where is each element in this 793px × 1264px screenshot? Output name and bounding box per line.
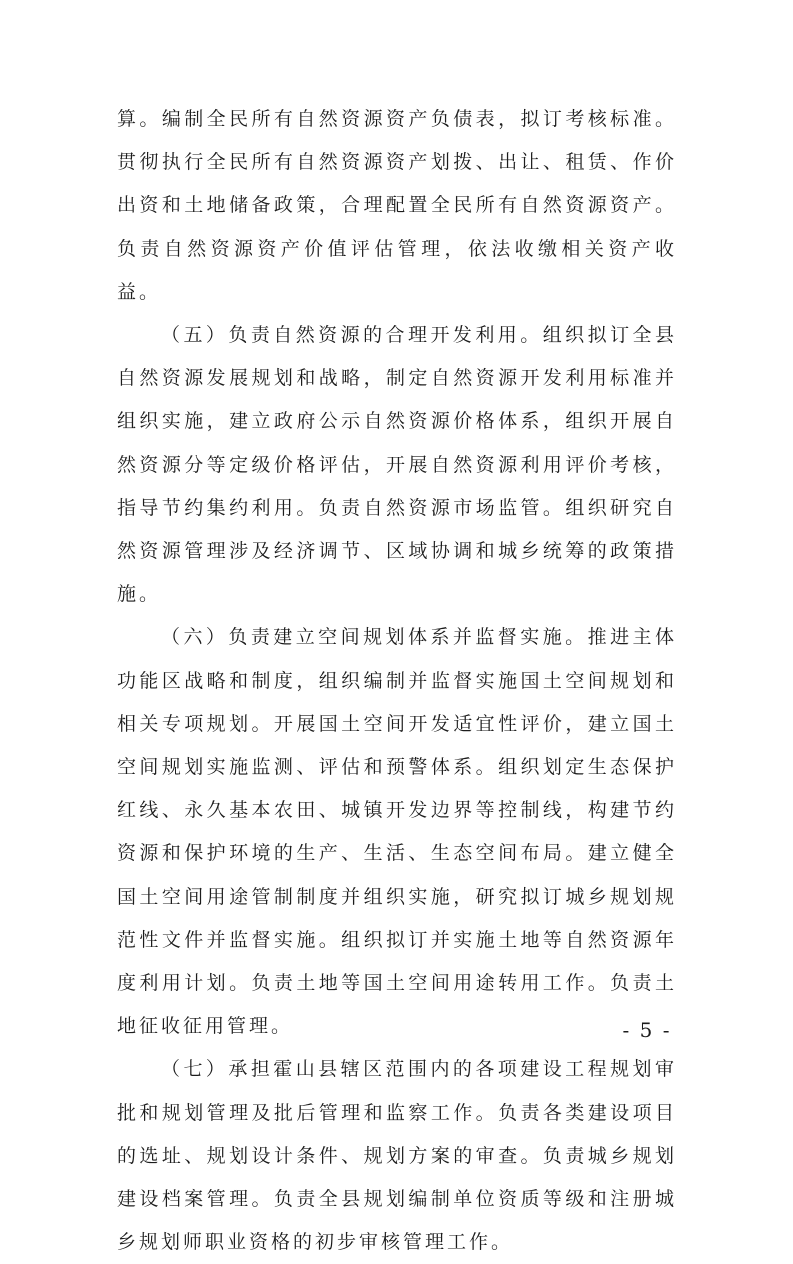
paragraph-item-7: （七）承担霍山县辖区范围内的各项建设工程规划审批和规划管理及批后管理和监察工作。负责各类建设项目的选址、规划设计条件、规划方案的审查。负责城乡规划建设档案管理。负责全县规划编制单位资质等级和注册城乡规划师职业资格的初步审核管理工作。 xyxy=(117,1058,677,1254)
document-body xyxy=(117,98,677,1264)
paragraph-continuation: 算。编制全民所有自然资源资产负债表，拟订考核标准。贯彻执行全民所有自然资源资产划拨、出让、租赁、作价出资和土地储备政策，合理配置全民所有自然资源资产。负责自然资源资产价值评估管理，依法收缴相关资产收益。 xyxy=(117,108,677,303)
paragraph-item-6: （六）负责建立空间规划体系并监督实施。推进主体功能区战略和制度，组织编制并监督实施国土空间规划和相关专项规划。开展国土空间开发适宜性评价，建立国土空间规划实施监测、评估和预警体系。组织划定生态保护红线、永久基本农田、城镇开发边界等控制线，构建节约资源和保护环境的生产、生活、生态空间布局。建立健全国土空间用途管制制度并组织实施，研究拟订城乡规划规范性文件并监督实施。组织拟订并实施土地等自然资源年度利用计划。负责土地等国土空间用途转用工作。负责土地征收征用管理。 xyxy=(117,626,677,1038)
page-number: - 5 - xyxy=(622,1018,672,1042)
paragraph-item-5: （五）负责自然资源的合理开发利用。组织拟订全县自然资源发展规划和战略，制定自然资源开发利用标准并组织实施，建立政府公示自然资源价格体系，组织开展自然资源分等定级价格评估，开展自然资源利用评价考核，指导节约集约利用。负责自然资源市场监管。组织研究自然资源管理涉及经济调节、区域协调和城乡统筹的政策措施。 xyxy=(117,324,677,606)
